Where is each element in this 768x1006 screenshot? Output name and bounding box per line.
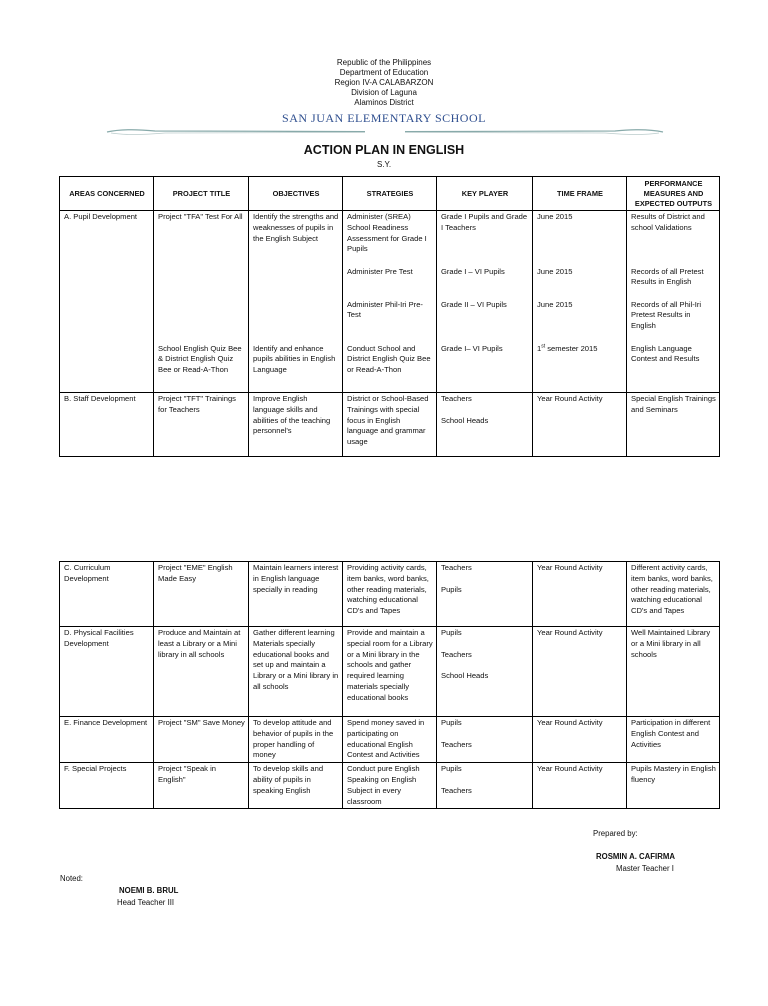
table-row (60, 393, 720, 457)
header-department: Department of Education (339, 68, 429, 77)
player-line: Teachers (441, 785, 472, 795)
project-cell: Project "TFA" Test For All (154, 211, 249, 343)
table-row (60, 627, 720, 717)
letterhead (0, 58, 768, 108)
col-header-project: PROJECT TITLE (154, 177, 249, 211)
project-cell: Project "SM" Save Money (154, 717, 249, 763)
player-cell: Grade I– VI Pupils (437, 343, 533, 393)
strategy-cell: Administer Phil-Iri Pre-Test (343, 299, 437, 343)
project-cell: Project "Speak in English" (154, 763, 249, 809)
table-row (60, 343, 720, 393)
prepared-by-name: ROSMIN A. CAFIRMA (596, 852, 675, 861)
output-cell: Records of all Pretest Results in English (627, 266, 720, 299)
output-cell: Different activity cards, item banks, word banks, other reading materials, watching educational CD's and Tapes (627, 562, 720, 627)
player-cell (437, 562, 533, 627)
table-row (60, 211, 720, 266)
project-cell: Produce and Maintain at least a Library or a Mini library in all schools (154, 627, 249, 717)
player-line: Pupils (441, 628, 462, 637)
player-cell (437, 763, 533, 809)
player-line: Teachers (441, 563, 472, 572)
strategy-cell: Administer (SREA) School Readiness Assessment for Grade I Pupils (343, 211, 437, 266)
prepared-by-title: Master Teacher I (616, 864, 674, 873)
header-division: Division of Laguna (351, 88, 417, 97)
player-cell (437, 393, 533, 457)
player-line: Teachers (441, 394, 472, 403)
col-header-time-frame: TIME FRAME (533, 177, 627, 211)
time-cell: Year Round Activity (533, 562, 627, 627)
time-cell (533, 343, 627, 393)
strategy-cell: Spend money saved in participating on educational English Contest and Activities (343, 717, 437, 763)
area-cell: A. Pupil Development (60, 211, 154, 393)
school-name: SAN JUAN ELEMENTARY SCHOOL (282, 111, 486, 125)
player-line: Pupils (441, 718, 462, 727)
project-cell: School English Quiz Bee & District English Quiz Bee or Read-A-Thon (154, 343, 249, 393)
noted-by-name: NOEMI B. BRUL (119, 886, 179, 895)
objective-cell: Improve English language skills and abilities of the teaching personnel's (249, 393, 343, 457)
player-cell: Grade II – VI Pupils (437, 299, 533, 343)
table-row (60, 717, 720, 763)
area-cell: F. Special Projects (60, 763, 154, 809)
area-cell: C. Curriculum Development (60, 562, 154, 627)
col-header-objectives: OBJECTIVES (249, 177, 343, 211)
header-republic: Republic of the Philippines (336, 58, 432, 67)
player-line: School Heads (441, 415, 489, 425)
school-year: S.Y. (376, 160, 392, 169)
time-cell: Year Round Activity (533, 763, 627, 809)
player-cell (437, 717, 533, 763)
table-row (60, 562, 720, 627)
objective-cell: To develop skills and ability of pupils in speaking English (249, 763, 343, 809)
objective-cell: To develop attitude and behavior of pupils in the proper handling of money (249, 717, 343, 763)
area-cell: B. Staff Development (60, 393, 154, 457)
player-cell (437, 627, 533, 717)
time-cell: June 2015 (533, 299, 627, 343)
objective-cell: Gather different learning Materials specially educational books and set up and maintain a Library or a Mini library in all schools (249, 627, 343, 717)
table-header-row (60, 177, 720, 211)
output-cell: Records of all Phil-Iri Pretest Results in English (627, 299, 720, 343)
time-cell: June 2015 (533, 266, 627, 299)
strategy-cell: Administer Pre Test (343, 266, 437, 299)
time-cell: June 2015 (533, 211, 627, 266)
action-plan-table-2 (59, 561, 720, 809)
time-superscript: st (541, 342, 546, 349)
output-cell: English Language Contest and Results (627, 343, 720, 393)
project-cell: Project "EME" English Made Easy (154, 562, 249, 627)
objective-cell: Identify and enhance pupils abilities in English Language (249, 343, 343, 393)
strategy-cell: District or School-Based Trainings with special focus in English language and grammar usage (343, 393, 437, 457)
output-cell: Special English Trainings and Seminars (627, 393, 720, 457)
project-cell: Project "TFT" Trainings for Teachers (154, 393, 249, 457)
area-cell: D. Physical Facilities Development (60, 627, 154, 717)
time-cell: Year Round Activity (533, 393, 627, 457)
output-cell: Participation in different English Contest and Activities (627, 717, 720, 763)
time-number: 1 (537, 343, 542, 353)
divider-ornament (105, 128, 665, 136)
noted-by-title: Head Teacher III (117, 898, 175, 907)
player-line: Teachers (441, 739, 472, 749)
output-cell: Pupils Mastery in English fluency (627, 763, 720, 809)
table-row (60, 763, 720, 809)
objective-cell: Maintain learners interest in English language specially in reading (249, 562, 343, 627)
header-region: Region IV-A CALABARZON (334, 78, 434, 87)
player-cell: Grade I Pupils and Grade I Teachers (437, 211, 533, 266)
header-district: Alaminos District (354, 98, 414, 107)
player-cell: Grade I – VI Pupils (437, 266, 533, 299)
player-line: Teachers (441, 649, 472, 659)
prepared-by-label: Prepared by: (593, 829, 638, 838)
time-rest: semester 2015 (545, 343, 598, 353)
col-header-areas: AREAS CONCERNED (60, 177, 154, 211)
strategy-cell: Provide and maintain a special room for a Library or a Mini library in the schools and gather required learning materials specially educational books (343, 627, 437, 717)
time-cell: Year Round Activity (533, 627, 627, 717)
strategy-cell: Providing activity cards, item banks, word banks, other reading materials, watching educational CD's and Tapes (343, 562, 437, 627)
player-line: Pupils (441, 764, 462, 774)
action-plan-table-1 (59, 176, 720, 457)
output-cell: Well Maintained Library or a Mini library in all schools (627, 627, 720, 717)
noted-label: Noted: (60, 874, 83, 883)
col-header-outputs: PERFORMANCE MEASURES AND EXPECTED OUTPUTS (627, 177, 720, 211)
objective-cell: Identify the strengths and weaknesses of pupils in the English Subject (249, 211, 343, 343)
time-cell: Year Round Activity (533, 717, 627, 763)
strategy-cell: Conduct pure English Speaking on English Subject in every classroom (343, 763, 437, 809)
strategy-cell: Conduct School and District English Quiz Bee or Read-A-Thon (343, 343, 437, 393)
player-line: School Heads (441, 671, 489, 681)
col-header-strategies: STRATEGIES (343, 177, 437, 211)
document-title: ACTION PLAN IN ENGLISH (303, 143, 465, 157)
col-header-key-player: KEY PLAYER (437, 177, 533, 211)
area-cell: E. Finance Development (60, 717, 154, 763)
player-line: Pupils (441, 584, 462, 594)
output-cell: Results of District and school Validations (627, 211, 720, 266)
